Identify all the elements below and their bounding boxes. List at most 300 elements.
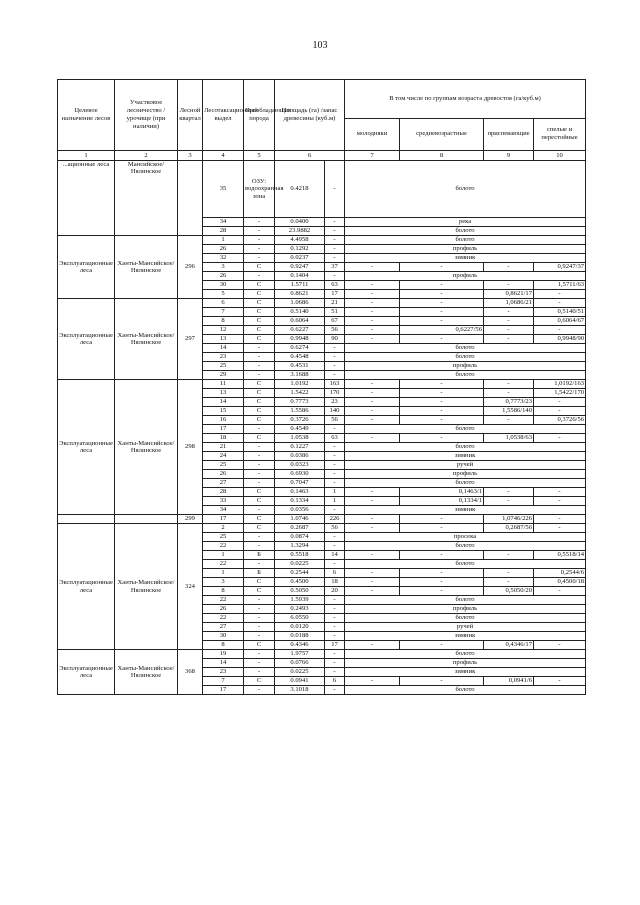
table-row (58, 524, 586, 533)
age-group-cell: - (345, 326, 400, 335)
species-cell: Б (244, 551, 275, 560)
subplot-cell: 8 (203, 641, 244, 650)
age-group-cell: - (345, 299, 400, 308)
age-group-cell: - (345, 290, 400, 299)
volume-cell: 63 (325, 281, 345, 290)
area-cell: 1.0686 (275, 299, 325, 308)
volume-cell: - (325, 470, 345, 479)
land-category-cell: болото (345, 650, 586, 659)
volume-cell: - (325, 632, 345, 641)
age-group-cell: - (484, 488, 534, 497)
volume-cell: 63 (325, 434, 345, 443)
age-group-cell: - (484, 263, 534, 272)
age-group-cell: - (400, 407, 484, 416)
age-group-cell: 0,1334/1 (400, 497, 484, 506)
volume-cell: 1 (325, 488, 345, 497)
land-category-cell: ручей (345, 623, 586, 632)
volume-cell: - (325, 362, 345, 371)
subplot-cell: 5 (203, 290, 244, 299)
species-cell: - (244, 479, 275, 488)
area-cell: 0.4548 (275, 353, 325, 362)
age-group-cell: - (484, 308, 534, 317)
area-cell: 0.1292 (275, 245, 325, 254)
header-forestry: Участковое лесничество /урочище (при наличии) (115, 80, 178, 151)
species-cell: - (244, 245, 275, 254)
age-group-cell: - (534, 488, 586, 497)
age-group-cell: - (400, 263, 484, 272)
species-cell: - (244, 614, 275, 623)
volume-cell: - (325, 452, 345, 461)
volume-cell: 17 (325, 641, 345, 650)
species-cell: - (244, 353, 275, 362)
volume-cell: - (325, 254, 345, 263)
species-cell: С (244, 515, 275, 524)
land-category-cell: болото (345, 227, 586, 236)
area-cell: 1.0746 (275, 515, 325, 524)
species-cell: С (244, 281, 275, 290)
subplot-cell: 23 (203, 353, 244, 362)
subplot-cell: 25 (203, 533, 244, 542)
age-group-cell: - (345, 407, 400, 416)
volume-cell: 23 (325, 398, 345, 407)
header-mature: спелые и перестойные (534, 118, 586, 150)
land-category-cell: болото (345, 479, 586, 488)
age-group-cell: - (534, 515, 586, 524)
land-category-cell: болото (345, 353, 586, 362)
area-cell: 0.1334 (275, 497, 325, 506)
area-cell: 0.4346 (275, 641, 325, 650)
subplot-cell: 14 (203, 659, 244, 668)
species-cell: - (244, 227, 275, 236)
age-group-cell: - (484, 497, 534, 506)
age-group-cell: 0,1463/1 (400, 488, 484, 497)
volume-cell: 21 (325, 299, 345, 308)
volume-cell: - (325, 425, 345, 434)
area-cell: 1.0192 (275, 380, 325, 389)
age-group-cell: 1,0746/226 (484, 515, 534, 524)
species-cell: - (244, 560, 275, 569)
page-number: 103 (312, 40, 328, 51)
subplot-cell: 23 (203, 668, 244, 677)
subplot-cell: 8 (203, 587, 244, 596)
column-number: 6 (275, 151, 345, 161)
purpose-cell: Эксплуатационные леса (58, 524, 115, 650)
age-group-cell: - (400, 380, 484, 389)
age-group-cell: - (345, 551, 400, 560)
volume-cell: - (325, 227, 345, 236)
age-group-cell: 0,6227/56 (400, 326, 484, 335)
species-cell: - (244, 605, 275, 614)
age-group-cell: - (400, 335, 484, 344)
table-row (58, 515, 586, 524)
age-group-cell: 0,7773/23 (484, 398, 534, 407)
column-number: 9 (484, 151, 534, 161)
age-group-cell: - (345, 578, 400, 587)
subplot-cell: 33 (203, 497, 244, 506)
species-cell: - (244, 542, 275, 551)
area-cell: 1.0538 (275, 434, 325, 443)
age-group-cell: - (345, 389, 400, 398)
age-group-cell: - (400, 290, 484, 299)
age-group-cell: - (400, 281, 484, 290)
area-cell: 0.2687 (275, 524, 325, 533)
subplot-cell: 22 (203, 614, 244, 623)
age-group-cell: 1,5586/140 (484, 407, 534, 416)
subplot-cell: 27 (203, 479, 244, 488)
header-middle: средневозрастные (400, 118, 484, 150)
species-cell: - (244, 218, 275, 227)
header-age-groups: В том числе по группам возраста древостоя (га/куб.м) (345, 80, 586, 119)
species-cell: - (244, 470, 275, 479)
volume-cell: 6 (325, 569, 345, 578)
purpose-cell: Эксплуатационные леса (58, 236, 115, 299)
age-group-cell: - (534, 641, 586, 650)
age-group-cell: - (484, 551, 534, 560)
area-cell: 0.1404 (275, 272, 325, 281)
table-row (58, 161, 586, 218)
species-cell: - (244, 668, 275, 677)
age-group-cell: 1,5711/63 (534, 281, 586, 290)
age-group-cell: - (400, 677, 484, 686)
age-group-cell: - (534, 407, 586, 416)
species-cell: - (244, 344, 275, 353)
species-cell: С (244, 398, 275, 407)
volume-cell: 20 (325, 587, 345, 596)
header-ripening: приспевающие (484, 118, 534, 150)
subplot-cell: 34 (203, 218, 244, 227)
area-cell: 0.5140 (275, 308, 325, 317)
age-group-cell: 1,0538/63 (484, 434, 534, 443)
subplot-cell: 13 (203, 335, 244, 344)
species-cell: С (244, 497, 275, 506)
age-group-cell: - (484, 569, 534, 578)
area-cell: 0.0120 (275, 623, 325, 632)
volume-cell: - (325, 371, 345, 380)
age-group-cell: 0,5050/20 (484, 587, 534, 596)
subplot-cell: 14 (203, 344, 244, 353)
volume-cell: - (325, 605, 345, 614)
subplot-cell: 22 (203, 560, 244, 569)
species-cell: - (244, 452, 275, 461)
land-category-cell: болото (345, 686, 586, 695)
subplot-cell: 35 (203, 161, 244, 218)
age-group-cell: - (534, 677, 586, 686)
subplot-cell: 25 (203, 362, 244, 371)
volume-cell: - (325, 668, 345, 677)
forestry-cell: Ханты-Мансийское/ Нялинское (115, 299, 178, 380)
species-cell: - (244, 236, 275, 245)
purpose-cell: Эксплуатационные леса (58, 299, 115, 380)
subplot-cell: 17 (203, 515, 244, 524)
subplot-cell: 34 (203, 506, 244, 515)
age-group-cell: - (400, 524, 484, 533)
species-cell: - (244, 362, 275, 371)
age-group-cell: - (400, 569, 484, 578)
volume-cell: 18 (325, 578, 345, 587)
age-group-cell: 0,3726/56 (534, 416, 586, 425)
area-cell: 0.6930 (275, 470, 325, 479)
table-row (58, 380, 586, 389)
age-group-cell: 0,2544/6 (534, 569, 586, 578)
area-cell: 1.5939 (275, 596, 325, 605)
age-group-cell: - (400, 551, 484, 560)
species-cell: - (244, 632, 275, 641)
column-number: 3 (178, 151, 203, 161)
land-category-cell: зимник (345, 668, 586, 677)
land-category-cell: зимник (345, 254, 586, 263)
volume-cell: - (325, 650, 345, 659)
volume-cell: - (325, 560, 345, 569)
subplot-cell: 12 (203, 326, 244, 335)
quarter-cell: 368 (178, 650, 203, 695)
species-cell: С (244, 299, 275, 308)
area-cell: 0.2544 (275, 569, 325, 578)
land-category-cell: профиль (345, 245, 586, 254)
subplot-cell: 21 (203, 443, 244, 452)
species-cell: С (244, 389, 275, 398)
column-number: 8 (400, 151, 484, 161)
species-cell: С (244, 290, 275, 299)
age-group-cell: - (534, 299, 586, 308)
subplot-cell: 15 (203, 407, 244, 416)
land-category-cell: зимник (345, 452, 586, 461)
subplot-cell: 3 (203, 578, 244, 587)
age-group-cell: - (345, 416, 400, 425)
species-cell: - (244, 425, 275, 434)
volume-cell: - (325, 659, 345, 668)
area-cell: 0.0225 (275, 560, 325, 569)
column-number: 2 (115, 151, 178, 161)
volume-cell: 170 (325, 389, 345, 398)
age-group-cell: - (400, 434, 484, 443)
age-group-cell: - (534, 434, 586, 443)
species-cell: С (244, 407, 275, 416)
species-cell: - (244, 506, 275, 515)
land-category-cell: болото (345, 614, 586, 623)
age-group-cell: - (345, 281, 400, 290)
volume-cell: - (325, 218, 345, 227)
species-cell: - (244, 650, 275, 659)
subplot-cell: 3 (203, 263, 244, 272)
subplot-cell: 17 (203, 686, 244, 695)
land-category-cell: профиль (345, 272, 586, 281)
age-group-cell: - (345, 263, 400, 272)
age-group-cell: - (534, 398, 586, 407)
forest-inventory-table (57, 79, 586, 695)
column-number: 10 (534, 151, 586, 161)
subplot-cell: 14 (203, 398, 244, 407)
header-young: молодняки (345, 118, 400, 150)
age-group-cell: 1,5422/170 (534, 389, 586, 398)
age-group-cell: - (534, 326, 586, 335)
age-group-cell: 0,9247/37 (534, 263, 586, 272)
subplot-cell: 1 (203, 236, 244, 245)
age-group-cell: 1,0686/21 (484, 299, 534, 308)
area-cell: 23.9882 (275, 227, 325, 236)
table-row (58, 299, 586, 308)
subplot-cell: 28 (203, 227, 244, 236)
age-group-cell: - (345, 569, 400, 578)
age-group-cell: - (400, 578, 484, 587)
area-cell: 0.4549 (275, 425, 325, 434)
age-group-cell: - (345, 434, 400, 443)
species-cell: - (244, 623, 275, 632)
age-group-cell: - (345, 497, 400, 506)
land-category-cell: болото (345, 161, 586, 218)
subplot-cell: 19 (203, 650, 244, 659)
quarter-cell (178, 161, 203, 236)
area-cell: 0.1463 (275, 488, 325, 497)
volume-cell: 90 (325, 335, 345, 344)
volume-cell: 163 (325, 380, 345, 389)
volume-cell: 67 (325, 317, 345, 326)
area-cell: 0.1227 (275, 443, 325, 452)
area-cell: 0.2493 (275, 605, 325, 614)
age-group-cell: 1,0192/163 (534, 380, 586, 389)
quarter-cell: 296 (178, 236, 203, 299)
age-group-cell: - (484, 389, 534, 398)
area-cell: 0.9247 (275, 263, 325, 272)
age-group-cell: - (345, 515, 400, 524)
age-group-cell: 0,8621/17 (484, 290, 534, 299)
area-cell: 0.0237 (275, 254, 325, 263)
header-subplot: Лесотаксационный выдел (203, 80, 244, 151)
volume-cell: - (325, 236, 345, 245)
land-category-cell: болото (345, 560, 586, 569)
area-cell: 0.4531 (275, 362, 325, 371)
species-cell: С (244, 335, 275, 344)
age-group-cell: - (400, 317, 484, 326)
area-cell: 0.5050 (275, 587, 325, 596)
species-cell: С (244, 587, 275, 596)
age-group-cell: - (534, 587, 586, 596)
area-cell: 6.0550 (275, 614, 325, 623)
purpose-cell: ...ационные леса (58, 161, 115, 236)
volume-cell: - (325, 272, 345, 281)
species-cell: С (244, 578, 275, 587)
land-category-cell: река (345, 218, 586, 227)
age-group-cell: - (534, 290, 586, 299)
volume-cell: - (325, 461, 345, 470)
volume-cell: - (325, 353, 345, 362)
land-category-cell: болото (345, 236, 586, 245)
age-group-cell: 0,0941/6 (484, 677, 534, 686)
forestry-cell: Ханты-Мансийское/ Нялинское (115, 236, 178, 299)
subplot-cell: 1 (203, 551, 244, 560)
age-group-cell: - (345, 380, 400, 389)
age-group-cell: - (400, 389, 484, 398)
area-cell: 1.9757 (275, 650, 325, 659)
subplot-cell: 29 (203, 371, 244, 380)
age-group-cell: 0,5518/14 (534, 551, 586, 560)
area-cell: 0.0356 (275, 506, 325, 515)
subplot-cell: 28 (203, 488, 244, 497)
quarter-cell: 299 (178, 515, 203, 524)
age-group-cell: - (484, 335, 534, 344)
volume-cell: - (325, 596, 345, 605)
age-group-cell: 0,4500/18 (534, 578, 586, 587)
area-cell: 0.4500 (275, 578, 325, 587)
subplot-cell: 26 (203, 245, 244, 254)
subplot-cell: 22 (203, 542, 244, 551)
age-group-cell: 0,4346/17 (484, 641, 534, 650)
species-cell: - (244, 371, 275, 380)
land-category-cell: болото (345, 443, 586, 452)
age-group-cell: - (534, 497, 586, 506)
species-cell: - (244, 443, 275, 452)
land-category-cell: просека (345, 533, 586, 542)
age-group-cell: - (345, 587, 400, 596)
land-category-cell: болото (345, 425, 586, 434)
species-cell: С (244, 434, 275, 443)
purpose-cell: Эксплуатационные леса (58, 650, 115, 695)
age-group-cell: - (345, 524, 400, 533)
land-category-cell: профиль (345, 362, 586, 371)
land-category-cell: болото (345, 596, 586, 605)
area-cell: 0.3726 (275, 416, 325, 425)
header-area: Площадь (га) /запас древесины (куб.м) (275, 80, 345, 151)
area-cell: 0.0766 (275, 659, 325, 668)
area-cell: 0.6064 (275, 317, 325, 326)
subplot-cell: 7 (203, 308, 244, 317)
species-cell: - (244, 659, 275, 668)
area-cell: 0.4218 (275, 161, 325, 218)
subplot-cell: 30 (203, 632, 244, 641)
subplot-cell: 7 (203, 677, 244, 686)
forestry-cell: Ханты-Мансийское/ Нялинское (115, 650, 178, 695)
volume-cell: - (325, 614, 345, 623)
area-cell: 0.9948 (275, 335, 325, 344)
age-group-cell: - (400, 587, 484, 596)
age-group-cell: - (534, 524, 586, 533)
volume-cell: - (325, 623, 345, 632)
age-group-cell: 0,9948/90 (534, 335, 586, 344)
column-number: 4 (203, 151, 244, 161)
area-cell: 0.0323 (275, 461, 325, 470)
land-category-cell: ручей (345, 461, 586, 470)
age-group-cell: - (345, 398, 400, 407)
species-cell: С (244, 326, 275, 335)
age-group-cell: - (400, 515, 484, 524)
age-group-cell: 0,6064/67 (534, 317, 586, 326)
purpose-cell (58, 515, 115, 524)
subplot-cell: 26 (203, 470, 244, 479)
age-group-cell: - (400, 398, 484, 407)
area-cell: 0.0386 (275, 452, 325, 461)
area-cell: 0.6274 (275, 344, 325, 353)
volume-cell: - (325, 506, 345, 515)
forestry-cell: Мансийское/ Нялинское (115, 161, 178, 236)
area-cell: 3.1018 (275, 686, 325, 695)
quarter-cell: 297 (178, 299, 203, 380)
subplot-cell: 17 (203, 425, 244, 434)
age-group-cell: - (345, 641, 400, 650)
subplot-cell: 2 (203, 524, 244, 533)
forestry-cell: Ханты-Мансийское/ Нялинское (115, 524, 178, 650)
forestry-cell (115, 515, 178, 524)
subplot-cell: 27 (203, 623, 244, 632)
volume-cell: - (325, 344, 345, 353)
land-category-cell: болото (345, 344, 586, 353)
area-cell: 1.5586 (275, 407, 325, 416)
area-cell: 1.5422 (275, 389, 325, 398)
age-group-cell: - (484, 578, 534, 587)
species-cell: С (244, 380, 275, 389)
species-cell: - (244, 254, 275, 263)
species-cell: - (244, 461, 275, 470)
land-category-cell: профиль (345, 659, 586, 668)
species-cell: С (244, 263, 275, 272)
